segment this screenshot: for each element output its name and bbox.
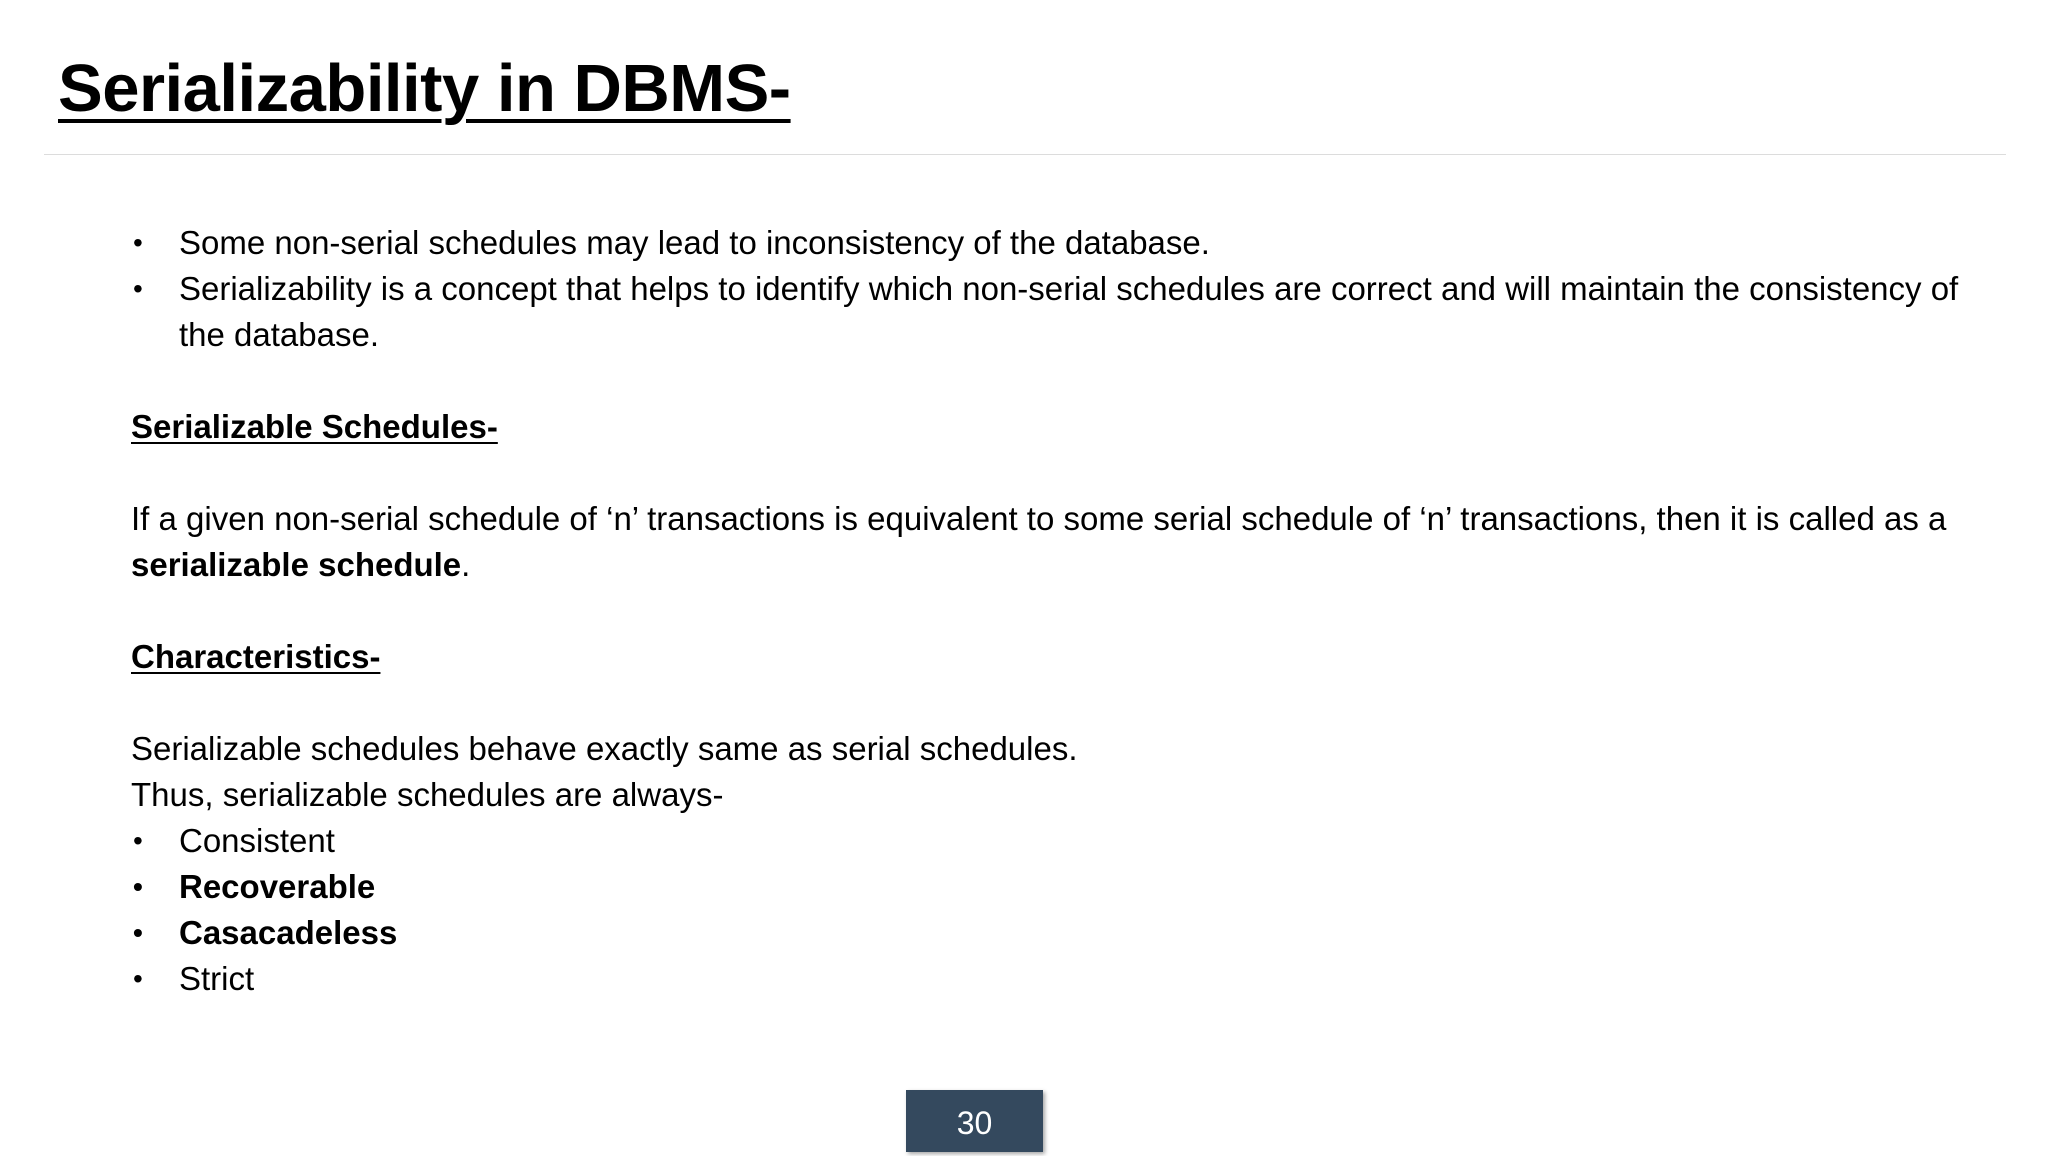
- serializable-schedule-definition: [131, 496, 1971, 588]
- characteristics-line-1: Serializable schedules behave exactly same as serial schedules.: [131, 730, 1078, 767]
- slide-title: Serializability in DBMS-: [58, 51, 791, 126]
- slide-content: [131, 220, 1971, 1002]
- characteristics-bullet-list: [131, 818, 1971, 1002]
- intro-bullet-item: • Serializability is a concept that helps to identify which non-serial schedules are correct and will maintain the consistency of the database.: [131, 266, 1971, 358]
- characteristics-heading: Characteristics-: [131, 638, 381, 675]
- title-divider: [44, 154, 2006, 155]
- characteristic-item-consistent: • Consistent: [131, 818, 1971, 864]
- definition-end: .: [461, 546, 471, 583]
- characteristic-item-recoverable: • Recoverable: [131, 864, 1971, 910]
- page-number-badge: 30: [906, 1090, 1043, 1152]
- characteristic-item-cascadeless: • Casacadeless: [131, 910, 1971, 956]
- intro-bullet-list: [131, 220, 1971, 358]
- definition-term: serializable schedule: [131, 546, 462, 583]
- definition-text: If a given non-serial schedule of ‘n’ transactions is equivalent to some serial schedule of ‘n’ transactions, then it is called as a: [131, 500, 1947, 537]
- serializable-schedules-heading: Serializable Schedules-: [131, 408, 498, 445]
- characteristics-line-2: Thus, serializable schedules are always-: [131, 776, 724, 813]
- characteristic-item-strict: • Strict: [131, 956, 1971, 1002]
- intro-bullet-item: • Some non-serial schedules may lead to inconsistency of the database.: [131, 220, 1971, 266]
